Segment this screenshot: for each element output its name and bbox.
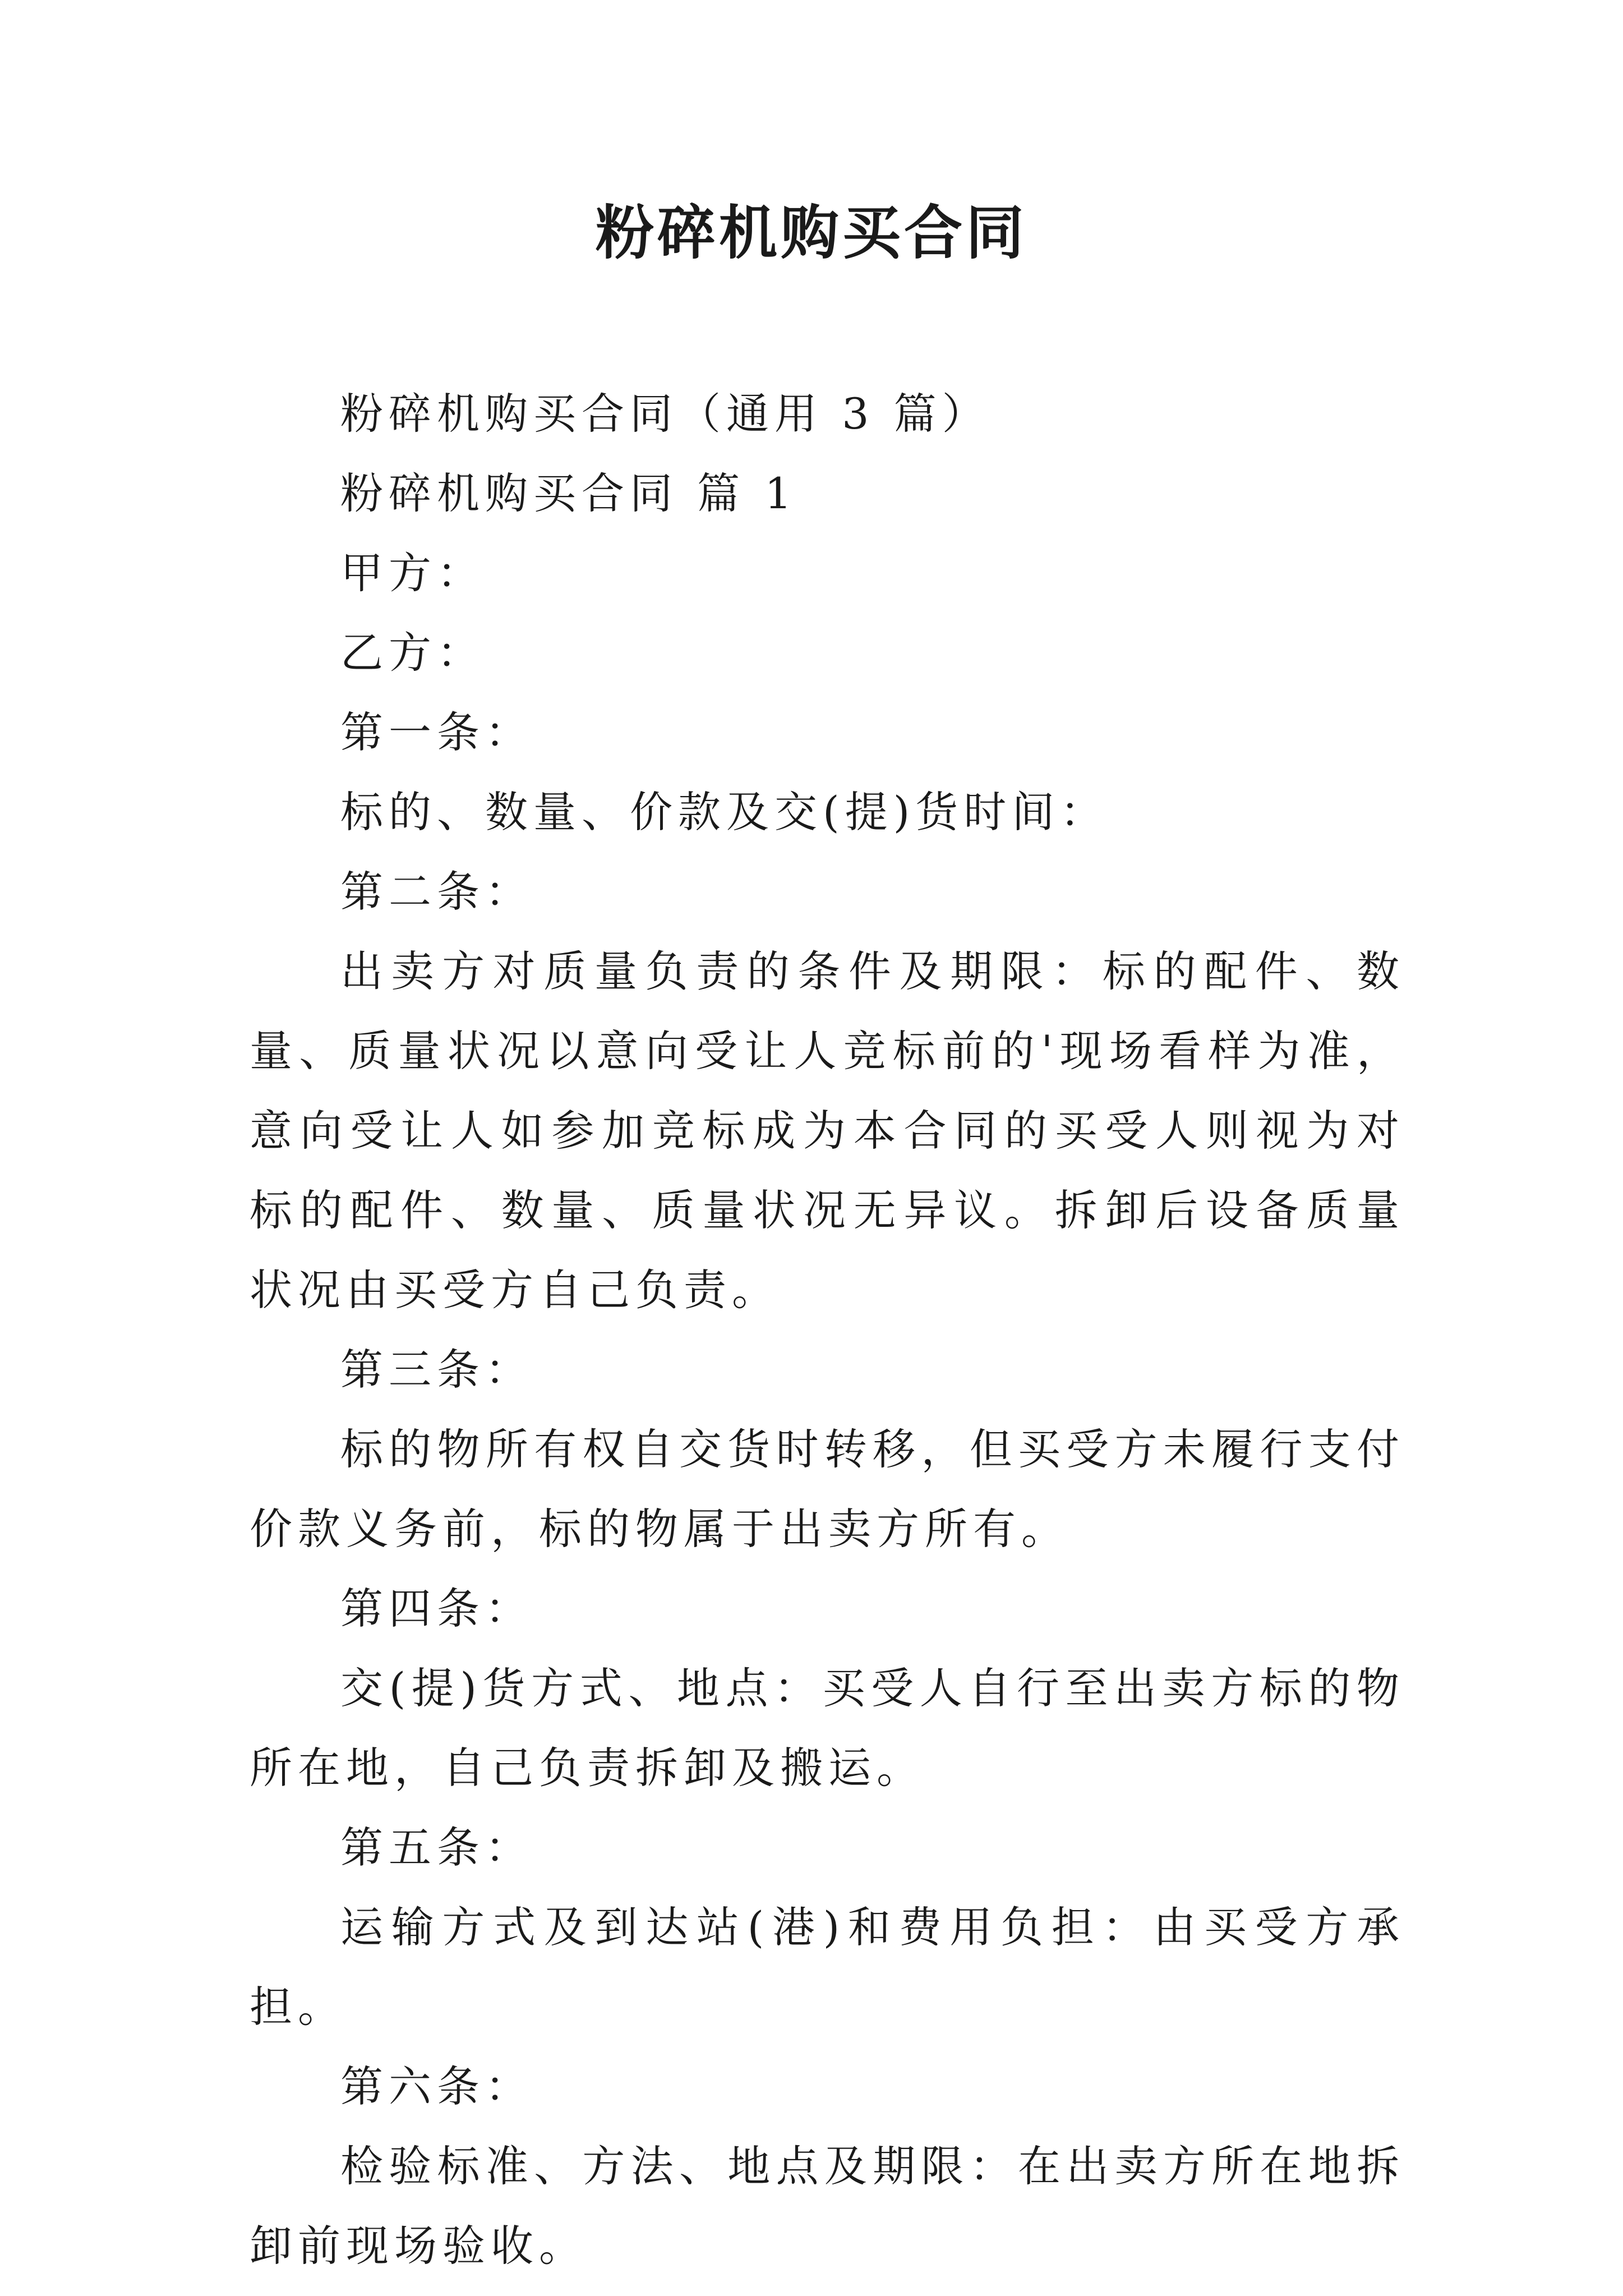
paragraph-party-a: 甲方： [340, 548, 485, 598]
article-2-heading: 第二条： [340, 867, 533, 917]
paragraph-subtitle: 粉碎机购买合同（通用 3 篇） [340, 389, 990, 439]
paragraph-party-b: 乙方： [340, 628, 485, 678]
article-5-text: 运输方式及到达站(港)和费用负担：由买受方承担。 [250, 1902, 1405, 2032]
article-5-heading: 第五条： [340, 1823, 533, 1872]
article-1-text: 标的、数量、价款及交(提)货时间： [340, 787, 1109, 837]
article-4-heading: 第四条： [340, 1584, 533, 1634]
article-2-text: 出卖方对质量负责的条件及期限：标的配件、数量、质量状况以意向受让人竞标前的'现场看样为准，意向受让人如参加竞标成为本合同的买受人则视为对标的配件、数量、质量状况无异议。拆卸后设备质量状况由买受方自己负责。 [250, 946, 1405, 1315]
article-1-heading: 第一条： [340, 707, 533, 757]
article-3-heading: 第三条： [340, 1345, 533, 1395]
document-body [250, 374, 1405, 2286]
paragraph-part-heading: 粉碎机购买合同 篇 1 [340, 468, 797, 518]
article-6-text: 检验标准、方法、地点及期限：在出卖方所在地拆卸前现场验收。 [250, 2141, 1405, 2271]
article-3-text: 标的物所有权自交货时转移，但买受方未履行支付价款义务前，标的物属于出卖方所有。 [250, 1424, 1405, 1554]
article-6-heading: 第六条： [340, 2062, 533, 2111]
article-4-text: 交(提)货方式、地点：买受人自行至出卖方标的物所在地，自己负责拆卸及搬运。 [250, 1663, 1405, 1793]
document-title: 粉碎机购买合同 [595, 198, 1027, 267]
